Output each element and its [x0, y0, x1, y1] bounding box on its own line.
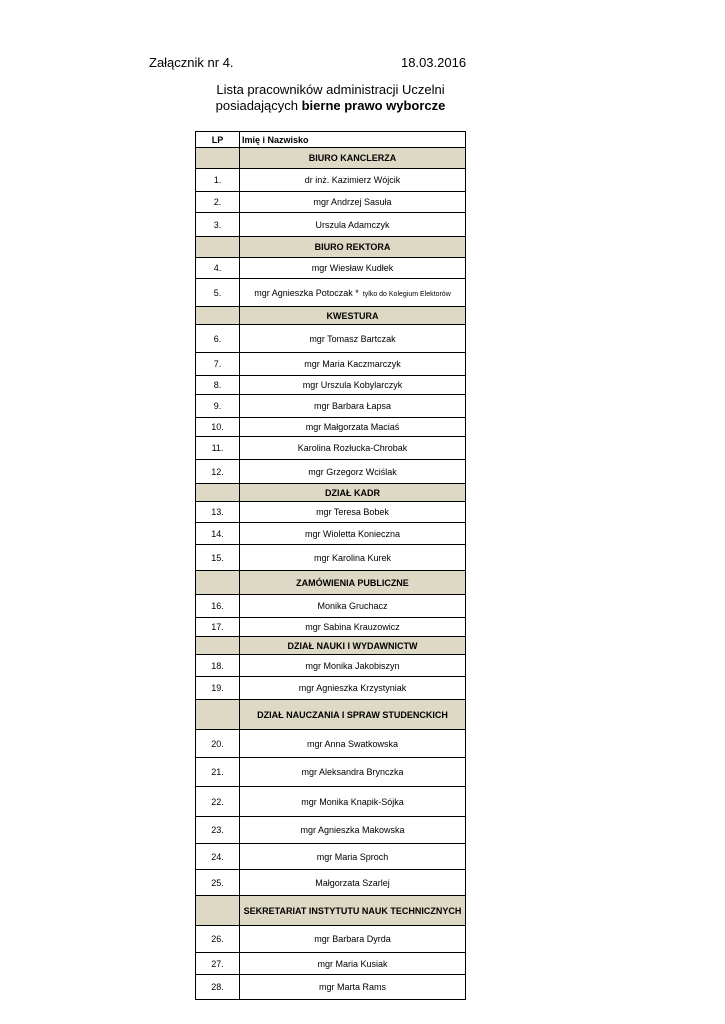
employee-table-body	[196, 132, 466, 1000]
section-name: BIURO KANCLERZA	[240, 148, 466, 169]
employee-name-cell	[240, 870, 466, 896]
employee-name-cell	[240, 279, 466, 307]
row-number: 20.	[196, 730, 240, 758]
employee-name: mgr Agnieszka Makowska	[300, 825, 405, 835]
employee-name-cell	[240, 730, 466, 758]
employee-name-cell	[240, 418, 466, 437]
row-number: 24.	[196, 844, 240, 870]
section-row	[196, 148, 466, 169]
row-number: 17.	[196, 618, 240, 637]
section-name: DZIAŁ KADR	[240, 484, 466, 502]
row-number: 5.	[196, 279, 240, 307]
table-row	[196, 353, 466, 376]
row-number: 12.	[196, 460, 240, 484]
table-row	[196, 975, 466, 1000]
employee-name: mgr Barbara Łapsa	[313, 401, 392, 411]
subtitle-bold: bierne prawo wyborcze	[301, 98, 446, 113]
employee-name: Karolina Rozłucka-Chrobak	[297, 443, 408, 453]
row-number: 23.	[196, 817, 240, 844]
attachment-label: Załącznik nr 4.	[149, 55, 234, 70]
table-row	[196, 758, 466, 787]
employee-name-cell	[240, 655, 466, 677]
section-lp-cell	[196, 637, 240, 655]
section-name: DZIAŁ NAUCZANIA I SPRAW STUDENCKICH	[240, 700, 466, 730]
employee-name: mgr Agnieszka Potoczak *	[254, 287, 359, 298]
table-row	[196, 213, 466, 237]
row-number: 26.	[196, 926, 240, 953]
section-lp-cell	[196, 700, 240, 730]
employee-name: mgr Wiesław Kudłek	[311, 263, 394, 273]
row-number: 27.	[196, 953, 240, 975]
employee-name-cell	[240, 758, 466, 787]
row-number: 18.	[196, 655, 240, 677]
employee-name-cell	[240, 325, 466, 353]
employee-name: dr inż. Kazimierz Wójcik	[304, 175, 401, 185]
employee-name-cell	[240, 817, 466, 844]
employee-name: mgr Maria Kaczmarczyk	[304, 359, 401, 369]
row-number: 6.	[196, 325, 240, 353]
employee-name-cell	[240, 545, 466, 571]
section-row	[196, 700, 466, 730]
employee-name: mgr Tomasz Bartczak	[309, 333, 396, 344]
employee-name-cell	[240, 502, 466, 523]
employee-name-cell	[240, 258, 466, 279]
row-number: 22.	[196, 787, 240, 817]
section-lp-cell	[196, 571, 240, 595]
employee-name: Małgorzata Szarlej	[315, 877, 390, 888]
table-row	[196, 817, 466, 844]
section-row	[196, 896, 466, 926]
section-name: DZIAŁ NAUKI I WYDAWNICTW	[240, 637, 466, 655]
table-row	[196, 325, 466, 353]
row-number: 16.	[196, 595, 240, 618]
table-row	[196, 926, 466, 953]
employee-name: mgr Maria Kusiak	[317, 958, 388, 969]
employee-name-cell	[240, 595, 466, 618]
employee-name: mgr Wioletta Konieczna	[304, 528, 401, 539]
employee-name-cell	[240, 192, 466, 213]
table-row	[196, 169, 466, 192]
employee-name-cell	[240, 213, 466, 237]
row-number: 11.	[196, 437, 240, 460]
section-row	[196, 484, 466, 502]
row-number: 14.	[196, 523, 240, 545]
section-lp-cell	[196, 484, 240, 502]
employee-name: mgr Grzegorz Wciślak	[308, 466, 397, 477]
row-number: 9.	[196, 395, 240, 418]
row-number: 21.	[196, 758, 240, 787]
employee-name: mgr Anna Swatkowska	[306, 738, 399, 749]
column-header-name: Imię i Nazwisko	[240, 132, 466, 148]
row-number: 19.	[196, 677, 240, 700]
table-row	[196, 258, 466, 279]
section-lp-cell	[196, 237, 240, 258]
employee-name-cell	[240, 376, 466, 395]
employee-name-cell	[240, 437, 466, 460]
row-number: 15.	[196, 545, 240, 571]
row-number: 8.	[196, 376, 240, 395]
table-row	[196, 787, 466, 817]
row-number: 28.	[196, 975, 240, 1000]
row-number: 4.	[196, 258, 240, 279]
table-row	[196, 677, 466, 700]
table-row	[196, 395, 466, 418]
employee-note: tylko do Kolegium Elektorów	[362, 290, 451, 298]
section-lp-cell	[196, 148, 240, 169]
section-lp-cell	[196, 896, 240, 926]
table-row	[196, 376, 466, 395]
employee-name: mgr Karolina Kurek	[313, 552, 392, 563]
document-title: Lista pracowników administracji Uczelni	[216, 82, 445, 97]
employee-name: mgr Marta Rams	[318, 982, 386, 992]
employee-name: mgr Andrzej Sasuła	[313, 197, 392, 207]
table-row	[196, 279, 466, 307]
table-row	[196, 418, 466, 437]
section-row	[196, 237, 466, 258]
employee-name-cell	[240, 787, 466, 817]
section-name: BIURO REKTORA	[240, 237, 466, 258]
employee-name: mgr Małgorzata Maciaś	[305, 422, 400, 432]
row-number: 2.	[196, 192, 240, 213]
table-row	[196, 844, 466, 870]
row-number: 7.	[196, 353, 240, 376]
table-row	[196, 192, 466, 213]
employee-name: mgr Urszula Kobylarczyk	[302, 380, 403, 390]
table-header-row	[196, 132, 466, 148]
employee-name-cell	[240, 926, 466, 953]
section-row	[196, 307, 466, 325]
table-row	[196, 545, 466, 571]
employee-name-cell	[240, 844, 466, 870]
table-row	[196, 953, 466, 975]
employee-name: mgr Teresa Bobek	[316, 507, 389, 517]
employee-name-cell	[240, 460, 466, 484]
document-date: 18.03.2016	[401, 55, 467, 70]
employee-name: mgr Monika Jakobiszyn	[305, 660, 400, 671]
row-number: 10.	[196, 418, 240, 437]
employee-name-cell	[240, 618, 466, 637]
table-row	[196, 502, 466, 523]
employee-name: mgr Barbara Dyrda	[314, 934, 391, 944]
document-subtitle	[196, 98, 465, 113]
row-number: 25.	[196, 870, 240, 896]
employee-name-cell	[240, 353, 466, 376]
section-row	[196, 637, 466, 655]
employee-name-cell	[240, 169, 466, 192]
section-name: SEKRETARIAT INSTYTUTU NAUK TECHNICZNYCH	[240, 896, 466, 926]
section-name: KWESTURA	[240, 307, 466, 325]
employee-name: mgr Maria Sproch	[316, 851, 389, 862]
employee-name: mgr Aleksandra Brynczka	[301, 767, 404, 777]
table-row	[196, 595, 466, 618]
table-row	[196, 730, 466, 758]
section-name: ZAMÓWIENIA PUBLICZNE	[240, 571, 466, 595]
employee-name-cell	[240, 523, 466, 545]
employee-name: Monika Gruchacz	[317, 601, 388, 611]
employee-name-cell	[240, 975, 466, 1000]
employee-name: Urszula Adamczyk	[315, 219, 390, 230]
table-row	[196, 460, 466, 484]
subtitle-prefix: posiadających	[215, 98, 302, 113]
employee-name: mgr Agnieszka Krzystyniak	[298, 683, 407, 693]
employee-name-cell	[240, 953, 466, 975]
row-number: 1.	[196, 169, 240, 192]
employee-name: mgr Monika Knapik-Sójka	[301, 796, 404, 807]
table-row	[196, 618, 466, 637]
section-row	[196, 571, 466, 595]
employee-name-cell	[240, 677, 466, 700]
table-row	[196, 655, 466, 677]
table-row	[196, 523, 466, 545]
employee-table	[195, 131, 466, 1000]
section-lp-cell	[196, 307, 240, 325]
employee-name-cell	[240, 395, 466, 418]
row-number: 3.	[196, 213, 240, 237]
table-row	[196, 870, 466, 896]
row-number: 13.	[196, 502, 240, 523]
employee-name: mgr Sabina Krauzowicz	[305, 622, 400, 632]
column-header-lp: LP	[196, 132, 240, 148]
table-row	[196, 437, 466, 460]
